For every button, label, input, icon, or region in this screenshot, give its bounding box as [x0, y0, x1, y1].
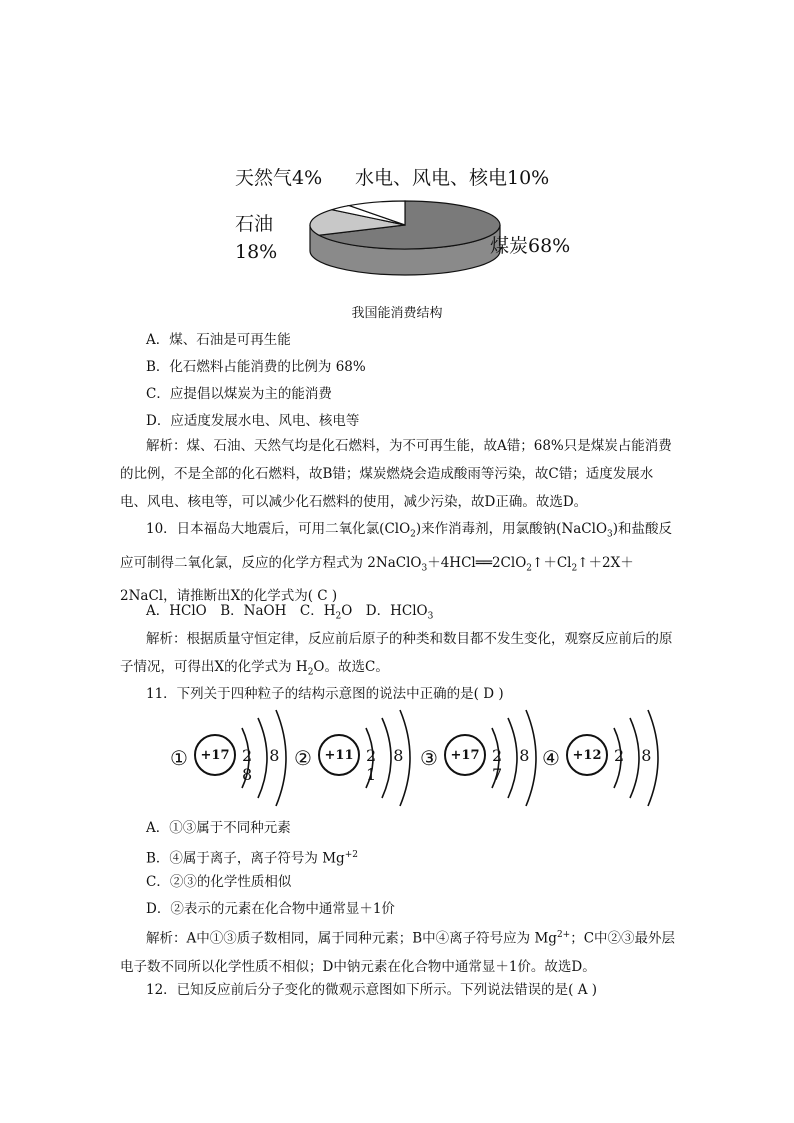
- q11-option-a: A．①③属于不同种元素: [146, 820, 291, 836]
- electron-shells: 2 8 7: [492, 746, 536, 784]
- q11-analysis: 解析：A中①③质子数相同，属于同种元素；B中④离子符号应为 $Mg^{2+}$；C中②③最外层电子数不同所以化学性质不相似；D中钠元素在化合物中通常显＋1价。故选D。: [120, 930, 676, 975]
- label-coal: 煤炭68%: [490, 235, 571, 257]
- q12-stem: 12．已知反应前后分子变化的微观示意图如下所示。下列说法错误的是( A ): [146, 982, 598, 998]
- q11-option-c: C．②③的化学性质相似: [146, 874, 292, 890]
- q9-analysis: 解析：煤、石油、天然气均是化石燃料，为不可再生能，故A错；68%只是煤炭占能消费的比例，不是全部的化石燃料，故B错；煤炭燃烧会造成酸雨等污染，故C错；适度发展水电、风电、核电等，可以减少化石燃料的使用，减少污染，故D正确。故选D。: [120, 438, 672, 510]
- chart-title: 我国能消费结构: [351, 306, 443, 321]
- label-natural-gas: 天然气4%: [235, 167, 323, 189]
- atom-diagram: [170, 708, 290, 808]
- atom-number: ④: [542, 746, 560, 770]
- electron-shells: 2 8 1: [366, 746, 410, 784]
- q10-options: A．HClO B．NaOH C．$H_2O$ D．HClO$_3$: [146, 603, 434, 622]
- q10-analysis: 解析：根据质量守恒定律，反应前后原子的种类和数目都不发生变化，观察反应前后的原子情况，可得出X的化学式为 $H_2O$。故选C。: [120, 631, 673, 678]
- atom-number: ①: [170, 746, 188, 770]
- label-oil-percent: 18%: [235, 241, 278, 263]
- q11-stem: 11．下列关于四种粒子的结构示意图的说法中正确的是( D ): [146, 686, 504, 702]
- atom-nucleus: +17: [194, 734, 236, 776]
- atom-number: ②: [294, 746, 312, 770]
- atom-nucleus: +17: [444, 734, 486, 776]
- q9-option-a: A．煤、石油是可再生能: [146, 332, 291, 348]
- electron-shells: 2 8 8: [242, 746, 286, 784]
- atom-diagram: [420, 708, 540, 808]
- atom-nucleus: +12: [566, 734, 608, 776]
- atom-diagram: [542, 708, 662, 808]
- atom-nucleus: +11: [318, 734, 360, 776]
- q10-stem: 10．日本福岛大地震后，可用二氧化氯(ClO$_2$)来作消毒剂，用氯酸钠(NaClO$_3$)和盐酸反应可制得二氧化氯，反应的化学方程式为 $2NaClO_3+4HCl══2ClO_2↑+Cl_2↑+2X+2NaCl$，请推断出X的化学式为( C ): [120, 521, 673, 605]
- atom-diagram: [294, 708, 414, 808]
- q11-option-d: D．②表示的元素在化合物中通常显＋1价: [146, 901, 395, 917]
- atom-number: ③: [420, 746, 438, 770]
- atom-structure-diagrams: [170, 708, 658, 808]
- q9-option-d: D．应适度发展水电、风电、核电等: [146, 413, 360, 429]
- energy-pie-chart: [220, 150, 600, 310]
- q11-option-b: B．④属于离子，离子符号为 $Mg^{+2}$: [146, 850, 358, 867]
- label-hydro-wind-nuclear: 水电、风电、核电10%: [355, 167, 550, 189]
- pie-group: [310, 201, 500, 275]
- q9-option-c: C．应提倡以煤炭为主的能消费: [146, 386, 332, 402]
- electron-shells: 2 8: [614, 746, 658, 765]
- label-oil: 石油: [235, 213, 274, 235]
- q9-option-b: B．化石燃料占能消费的比例为 68%: [146, 359, 366, 375]
